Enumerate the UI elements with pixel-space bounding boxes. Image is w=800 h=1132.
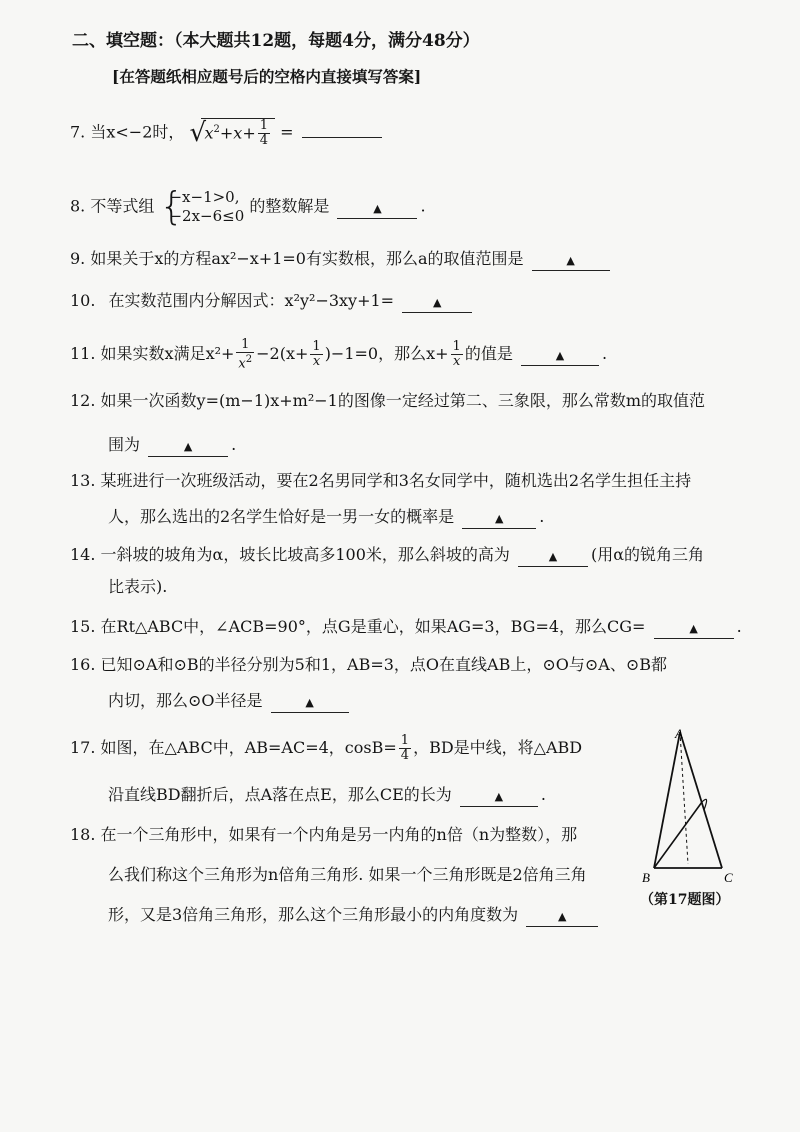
q16-text-a: 已知⊙A和⊙B的半径分别为5和1，AB=3，点O在直线AB上，⊙O与⊙A、⊙B都 — [100, 655, 668, 674]
question-12 — [70, 390, 705, 412]
q9-text: 如果关于x的方程ax²−x+1=0有实数根，那么a的取值范围是 — [90, 249, 524, 268]
q17-text-c: 沿直线BD翻折后，点A落在点E，那么CE的长为 — [108, 785, 452, 804]
question-18 — [70, 824, 577, 846]
q12-answer-blank[interactable] — [148, 436, 228, 457]
q8-text-b: 的整数解是 — [249, 196, 330, 216]
q8-number: 8. — [70, 196, 86, 216]
q10-number: 10. — [70, 291, 96, 310]
q12-text-a: 如果一次函数y=(m−1)x+m²−1的图像一定经过第二、三象限，那么常数m的取值范 — [100, 391, 706, 410]
question-8: 8. 不等式组 { −x−1>0, −2x−6≤0 的整数解是 ▲ . — [70, 184, 426, 228]
label-c: C — [724, 870, 733, 884]
q18-text-b: 么我们称这个三角形为n倍角三角形. 如果一个三角形既是2倍角三角 — [108, 865, 587, 884]
q9-answer-blank[interactable] — [532, 250, 610, 271]
q9-blank-mark: ▲ — [566, 254, 575, 267]
q8-answer-blank[interactable] — [337, 198, 417, 219]
q17-text-b: ，BD是中线，将△ABD — [413, 738, 583, 757]
q11-text-b: −2(x+ — [256, 344, 309, 364]
q11-answer-blank[interactable] — [521, 345, 599, 366]
q12-text-b: 围为 — [108, 435, 141, 454]
q17-text-a: 如图，在△ABC中，AB=AC=4，cosB= — [100, 738, 397, 757]
q14-text-b: (用α的锐角三角 — [591, 545, 705, 564]
q15-text: 在Rt△ABC中，∠ACB=90°，点G是重心，如果AG=3，BG=4，那么CG= — [100, 617, 646, 636]
q13-text-a: 某班进行一次班级活动，要在2名男同学和3名女同学中，随机选出2名学生担任主持 — [100, 471, 692, 490]
q17-triangle-figure — [640, 724, 740, 884]
q13-text-b: 人，那么选出的2名学生恰好是一男一女的概率是 — [108, 507, 455, 526]
q14-blank-mark: ▲ — [548, 550, 558, 563]
question-15: 15. 在Rt△ABC中，∠ACB=90°，点G是重心，如果AG=3，BG=4，那么CG= ▲ . — [70, 616, 742, 639]
question-13 — [70, 470, 691, 492]
q14-answer-blank[interactable] — [518, 546, 588, 567]
q10-answer-blank[interactable] — [402, 292, 472, 313]
q17-frac: $\frac{1}{4}$ — [400, 733, 410, 763]
q12-blank-mark: ▲ — [183, 440, 193, 453]
q13-number: 13. — [70, 471, 96, 490]
figure-caption: （第17题图） — [640, 892, 730, 908]
side-ab — [654, 732, 680, 868]
q7-text: 当x<−2时， — [90, 122, 185, 142]
q11-text-a: 如果实数x满足x²+ — [100, 344, 235, 364]
question-14 — [70, 544, 704, 567]
question-16-line2 — [108, 690, 352, 713]
q14-text-c: 比表示). — [108, 577, 168, 596]
q18-answer-blank[interactable] — [526, 906, 598, 927]
question-9 — [70, 248, 613, 271]
q11-text-d: 的值是 — [464, 344, 513, 364]
q11-number: 11. — [70, 344, 96, 364]
q17-number: 17. — [70, 738, 96, 757]
q18-text-a: 在一个三角形中，如果有一个内角是另一内角的n倍（n为整数），那 — [100, 825, 578, 844]
q17-blank-mark: ▲ — [494, 790, 504, 803]
q11-blank-mark: ▲ — [555, 349, 565, 363]
q7-number: 7. — [70, 122, 86, 142]
question-18-line2 — [108, 864, 587, 886]
question-10 — [70, 290, 475, 313]
q16-blank-mark: ▲ — [305, 696, 314, 709]
question-17 — [70, 734, 582, 763]
q15-blank-mark: ▲ — [689, 622, 698, 635]
q7-answer-blank[interactable] — [302, 137, 382, 138]
q7-eq: = — [280, 122, 294, 142]
question-17-line2: 沿直线BD翻折后，点A落在点E，那么CE的长为 ▲ . — [108, 784, 546, 807]
q11-text-c: )−1=0，那么x+ — [324, 344, 449, 364]
label-b: B — [642, 870, 650, 884]
q8-row1: −x−1>0, — [169, 188, 240, 206]
q11-frac-2: $\frac{1}{x}$ — [312, 339, 321, 370]
q15-answer-blank[interactable] — [654, 618, 734, 639]
q14-number: 14. — [70, 545, 96, 564]
question-13-line2: 人，那么选出的2名学生恰好是一男一女的概率是 ▲ . — [108, 506, 544, 529]
q16-answer-blank[interactable] — [271, 692, 349, 713]
question-18-line3 — [108, 904, 601, 927]
question-7 — [70, 118, 385, 148]
q11-frac-1: $\frac{1}{x^2}$ — [238, 337, 253, 372]
question-16 — [70, 654, 667, 676]
side-ac — [680, 732, 722, 868]
q16-number: 16. — [70, 655, 96, 674]
q13-blank-mark: ▲ — [495, 512, 504, 525]
q13-answer-blank[interactable] — [462, 508, 536, 529]
label-a: A — [675, 726, 683, 741]
q8-blank-mark: ▲ — [373, 201, 382, 215]
q10-text: 在实数范围内分解因式：x²y²−3xy+1= — [108, 291, 395, 310]
q7-sqrt: √ $x^2+x+$ $\frac{1}{4}$ — [189, 118, 275, 148]
q11-frac-3: $\frac{1}{x}$ — [452, 339, 461, 370]
q18-blank-mark: ▲ — [558, 910, 567, 923]
q17-answer-blank[interactable] — [460, 786, 538, 807]
q14-text-a: 一斜坡的坡角为α，坡长比坡高多100米，那么斜坡的高为 — [100, 545, 510, 564]
section-title: 二、填空题：（本大题共12题，每题4分，满分48分） — [72, 31, 480, 51]
q18-text-c: 形，又是3倍角三角形，那么这个三角形最小的内角度数为 — [108, 905, 519, 924]
q16-text-b: 内切，那么⊙O半径是 — [108, 691, 263, 710]
section-instruction: [在答题纸相应题号后的空格内直接填写答案] — [112, 67, 422, 86]
q9-number: 9. — [70, 249, 86, 268]
q12-number: 12. — [70, 391, 96, 410]
q10-blank-mark: ▲ — [432, 296, 442, 309]
q15-number: 15. — [70, 617, 96, 636]
question-11: 11. 如果实数x满足x²+ $\frac{1}{x^2}$ −2(x+ $\frac{1}{x}$ )−1=0，那么x+ $\frac{1}{x}$ 的值是 ▲ . — [70, 337, 608, 372]
question-14-line2 — [108, 576, 167, 598]
q8-row2: −2x−6≤0 — [169, 207, 245, 225]
question-12-line2: 围为 ▲ . — [108, 434, 236, 457]
q18-number: 18. — [70, 825, 96, 844]
q8-inequality-system: { −x−1>0, −2x−6≤0 — [159, 184, 245, 228]
q8-text-a: 不等式组 — [90, 196, 155, 216]
